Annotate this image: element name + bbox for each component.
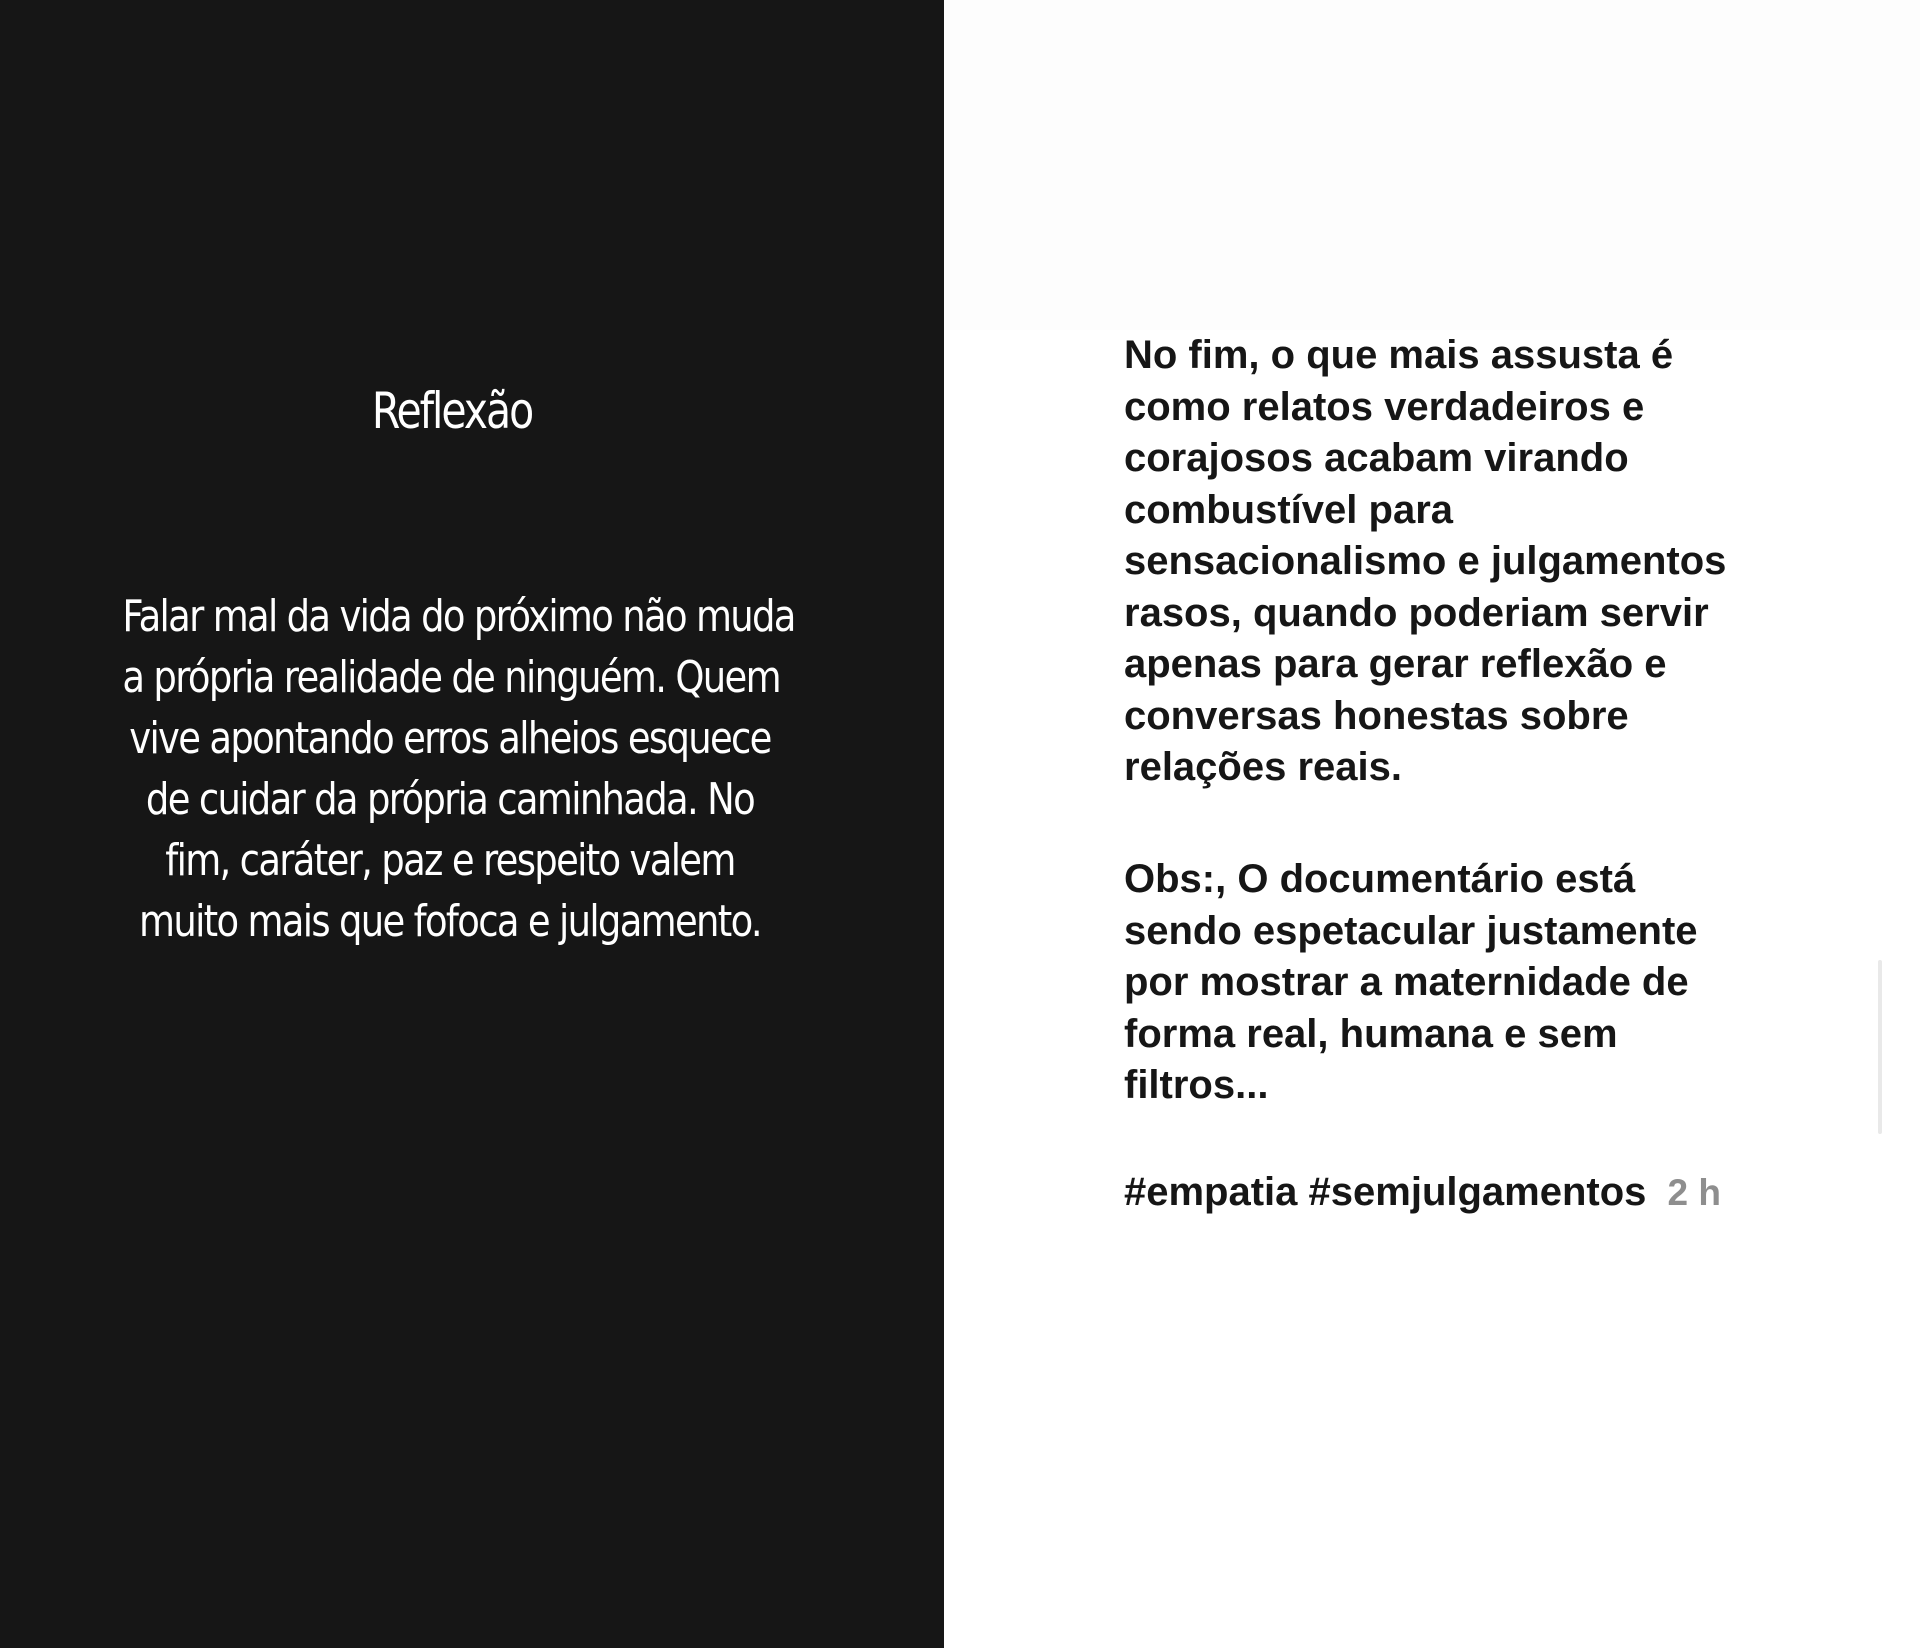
caption-line: No fim, o que mais assusta é	[1124, 333, 1674, 377]
caption-line: combustível para	[1124, 487, 1454, 532]
caption-line: conversas honestas sobre	[1124, 693, 1629, 738]
caption-line: filtros...	[1124, 1063, 1269, 1107]
reflection-story-panel	[0, 0, 944, 1648]
hashtags-row	[1124, 1170, 1721, 1215]
caption-line: rasos, quando poderiam servir	[1124, 590, 1709, 635]
caption-line: Obs:, O documentário está	[1124, 857, 1636, 901]
story-body-line: de cuidar da própria caminhada. No	[145, 774, 755, 825]
story-body-text	[122, 586, 795, 952]
caption-line: sensacionalismo e julgamentos	[1124, 539, 1727, 583]
caption-line: sendo espetacular justamente	[1124, 908, 1698, 953]
post-timestamp: 2 h	[1667, 1172, 1722, 1213]
story-body-line: fim, caráter, paz e respeito valem	[165, 835, 735, 886]
story-body-line: a própria realidade de ninguém. Quem	[122, 652, 780, 703]
story-body-line: Falar mal da vida do próximo não muda	[122, 591, 795, 642]
caption-line: forma real, humana e sem	[1124, 1011, 1618, 1056]
caption-paragraph-2	[1124, 854, 1804, 1112]
story-body-line: muito mais que fofoca e julgamento.	[139, 896, 761, 947]
caption-paragraph-1	[1124, 330, 1804, 794]
caption-line: como relatos verdadeiros e	[1124, 384, 1645, 429]
caption-top-area	[944, 0, 1920, 330]
post-caption-panel	[944, 0, 1920, 1648]
hashtag-links[interactable]: #empatia #semjulgamentos	[1124, 1170, 1647, 1214]
caption-line: corajosos acabam virando	[1124, 436, 1629, 480]
caption-line: relações reais.	[1124, 745, 1402, 789]
story-title: Reflexão	[371, 382, 533, 440]
story-body-line: vive apontando erros alheios esquece	[129, 713, 771, 764]
caption-line: apenas para gerar reflexão e	[1124, 642, 1667, 686]
scrollbar[interactable]	[1878, 960, 1882, 1134]
caption-line: por mostrar a maternidade de	[1124, 960, 1689, 1004]
